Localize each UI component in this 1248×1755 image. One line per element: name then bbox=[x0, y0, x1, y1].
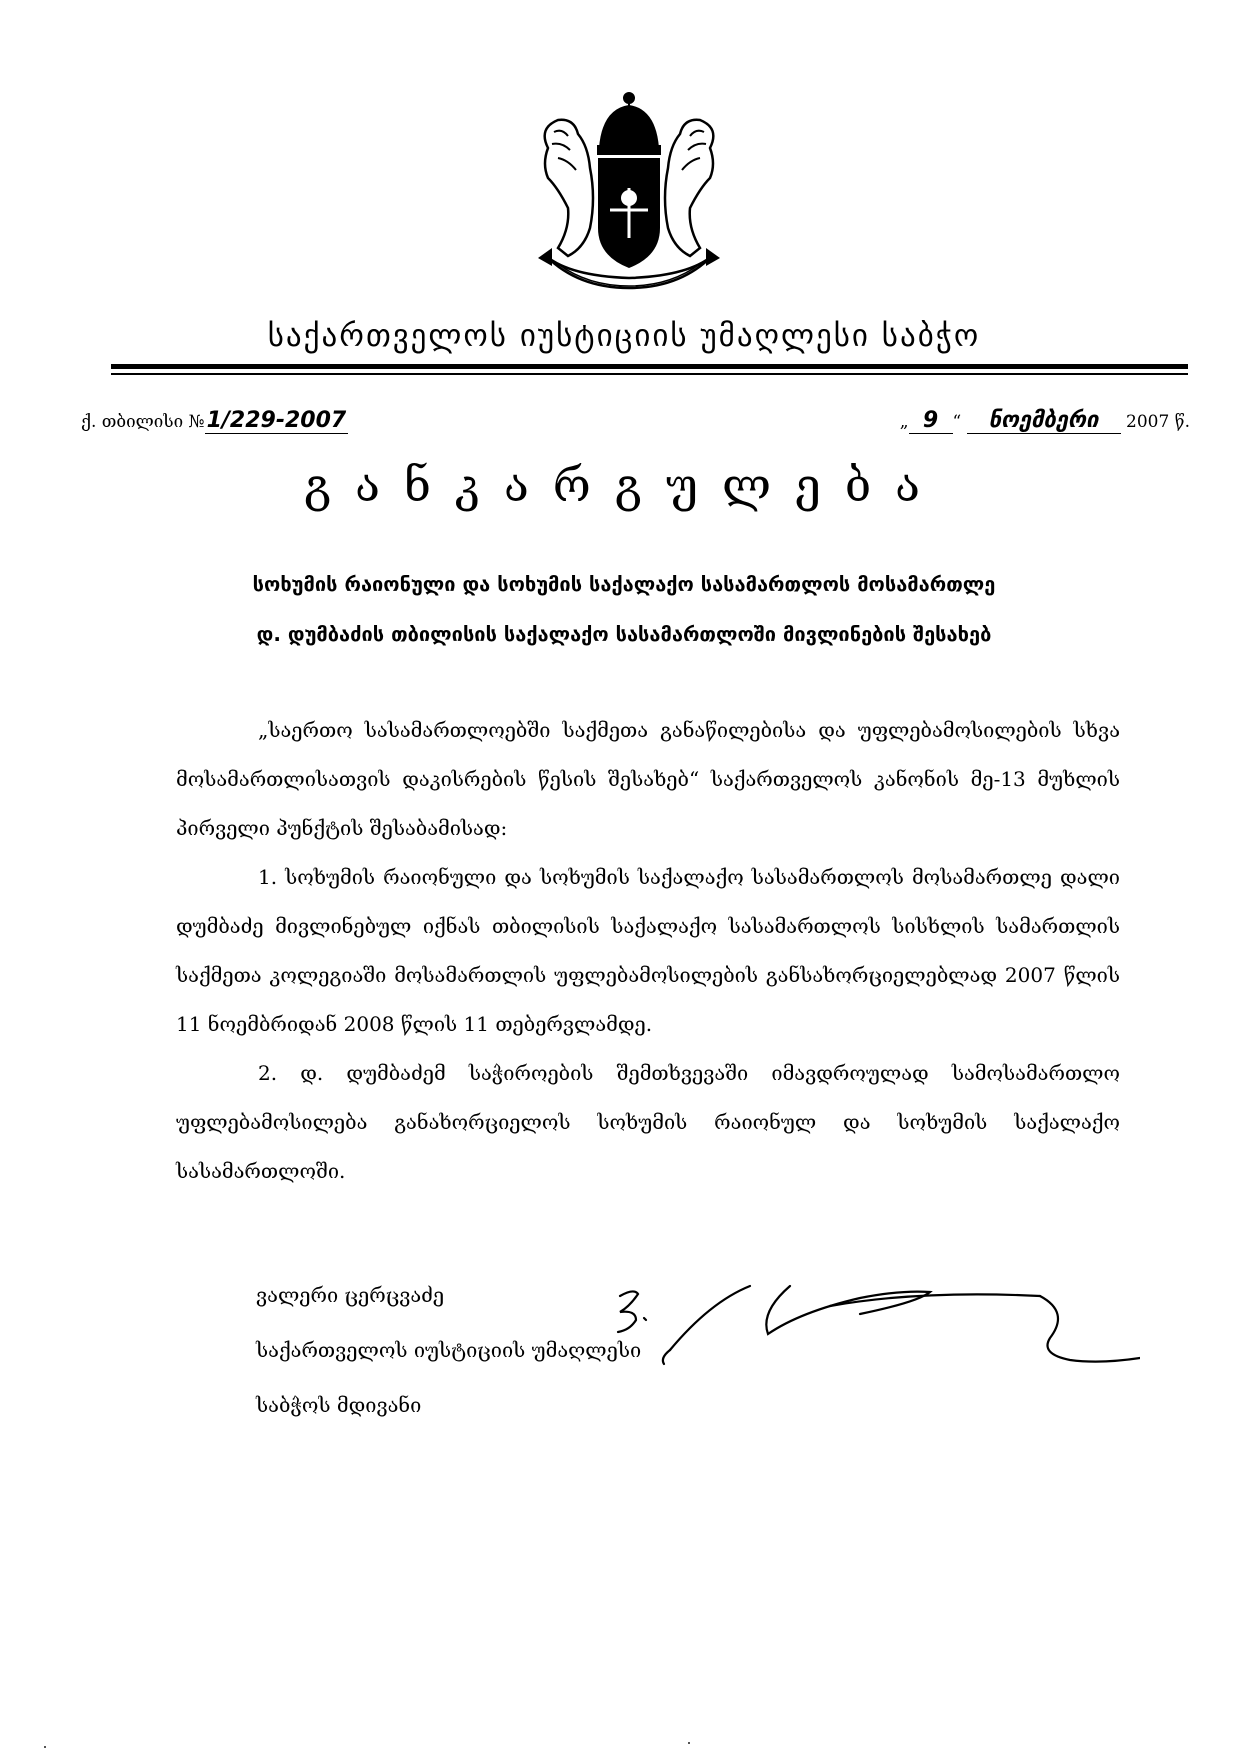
scan-artifact bbox=[688, 1742, 690, 1744]
handwritten-month: ნოემბერი bbox=[967, 408, 1121, 434]
signatory-position-line-2: საბჭოს მდივანი bbox=[256, 1393, 422, 1417]
signatory-name: ვალერი ცერცვაძე bbox=[256, 1283, 445, 1307]
preamble-paragraph: „საერთო სასამართლოებში საქმეთა განაწილებისა და უფლებამოსილების სხვა მოსამართლისათვის დაკისრების წესის შესახებ“ საქართველოს კანონის მე-13 მუხლის პირველი პუნქტის შესაბამისად: bbox=[176, 718, 1120, 840]
header-rule-thin bbox=[111, 373, 1188, 375]
date-quote-open: „ bbox=[899, 412, 909, 432]
item-1-paragraph: 1. სოხუმის რაიონული და სოხუმის საქალაქო სასამართლოს მოსამართლე დალი დუმბაძე მივლინებულ იქნას თბილისის საქალაქო სასამართლოს სისხლის სამართლის საქმეთა კოლეგიაში მოსამართლის უფლებამოსილების განსახორციელებლად 2007 წლის 11 ნოემბრიდან 2008 წლის 11 თებერვლამდე. bbox=[176, 865, 1120, 1036]
handwritten-day: 9 bbox=[909, 408, 953, 434]
signatory-position-line-1: საქართველოს იუსტიციის უმაღლესი bbox=[256, 1338, 642, 1362]
scan-artifact bbox=[44, 1746, 46, 1748]
date-year-suffix: წ. bbox=[1174, 412, 1190, 432]
document-number bbox=[81, 408, 348, 434]
document-title: განკარგულება bbox=[303, 458, 944, 512]
date-quote-close: “ bbox=[952, 412, 962, 432]
item-2-paragraph: 2. დ. დუმბაძემ საჭიროების შემთხვევაში იმავდროულად სამოსამართლო უფლებამოსილება განახორციელოს სოხუმის რაიონულ და სოხუმის საქალაქო სასამართლოში. bbox=[176, 1061, 1120, 1183]
institution-name: საქართველოს იუსტიციის უმაღლესი საბჭო bbox=[267, 318, 981, 354]
date-year: 2007 bbox=[1126, 412, 1170, 432]
handwritten-number: 1/229-2007 bbox=[206, 408, 347, 433]
coat-of-arms-icon bbox=[518, 88, 740, 300]
subject-line-1: სოხუმის რაიონული და სოხუმის საქალაქო სასამართლოს მოსამართლე bbox=[252, 572, 996, 596]
city-prefix: ქ. თბილისი № bbox=[81, 412, 205, 432]
document-date bbox=[900, 408, 1190, 434]
body-text bbox=[176, 706, 1120, 1196]
handwritten-signature bbox=[600, 1272, 1140, 1372]
subject-line-2: დ. დუმბაძის თბილისის საქალაქო სასამართლოში მივლინების შესახებ bbox=[256, 622, 992, 646]
header-rule-thick bbox=[111, 364, 1188, 369]
